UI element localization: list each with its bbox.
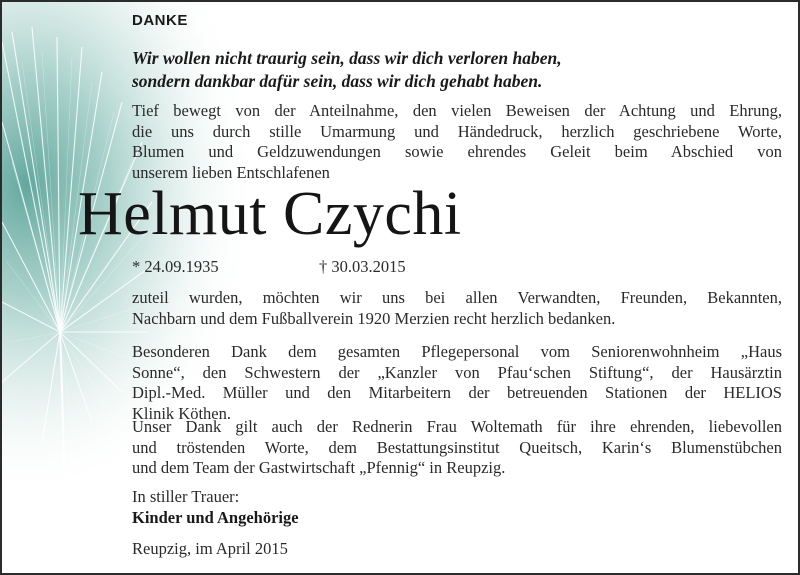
text-line: Nachbarn und dem Fußballverein 1920 Merzien recht herzlich bedanken. [132,308,616,328]
thanks-special-paragraph [132,342,782,424]
notice-heading: DANKE [132,12,188,29]
text-line: die uns durch stille Umarmung und Händedruck, herzlich geschriebene Worte, [132,121,782,141]
text-line: unserem lieben Entschlafenen [132,162,330,182]
deceased-name: Helmut Czychi [78,180,462,248]
thanks-general-paragraph [132,288,782,329]
text-line: zuteil wurden, möchten wir uns bei allen Verwandten, Freunden, Bekannten, [132,288,782,307]
text-line: und dem Team der Gastwirtschaft „Pfennig“ in Reupzig. [132,458,506,477]
intro-paragraph [132,101,782,183]
motto-line: sondern dankbar dafür sein, dass wir dich gehabt haben. [132,71,543,91]
text-line: Blumen und Geldzuwendungen sowie ehrendes Geleit beim Abschied von [132,142,782,161]
death-date: † 30.03.2015 [319,257,406,276]
life-dates [132,257,406,277]
signature-intro: In stiller Trauer: [132,487,240,506]
text-line: Dipl.-Med. Müller und den Mitarbeitern der betreuenden Stationen der HELIOS [132,383,782,402]
text-line: und tröstenden Worte, dem Bestattungsinstitut Queitsch, Karin‘s Blumenstübchen [132,437,782,457]
text-line: Sonne“, den Schwestern der „Kanzler von Pfau‘schen Stiftung“, der Hausärztin [132,362,782,382]
birth-date: * 24.09.1935 [132,257,219,276]
thanks-speaker-paragraph [132,417,782,479]
text-line: Unser Dank gilt auch der Rednerin Frau Woltemath für ihre ehrenden, liebevollen [132,417,782,436]
motto-line: Wir wollen nicht traurig sein, dass wir dich verloren haben, [132,48,562,68]
text-line: Klinik Köthen. [132,403,231,423]
motto-quote [132,47,782,93]
text-line: Besonderen Dank dem gesamten Pflegepersonal vom Seniorenwohnheim „Haus [132,342,782,361]
place-date: Reupzig, im April 2015 [132,539,288,558]
signature: Kinder und Angehörige [132,508,299,527]
text-line: Tief bewegt von der Anteilnahme, den vielen Beweisen der Achtung und Ehrung, [132,101,782,120]
